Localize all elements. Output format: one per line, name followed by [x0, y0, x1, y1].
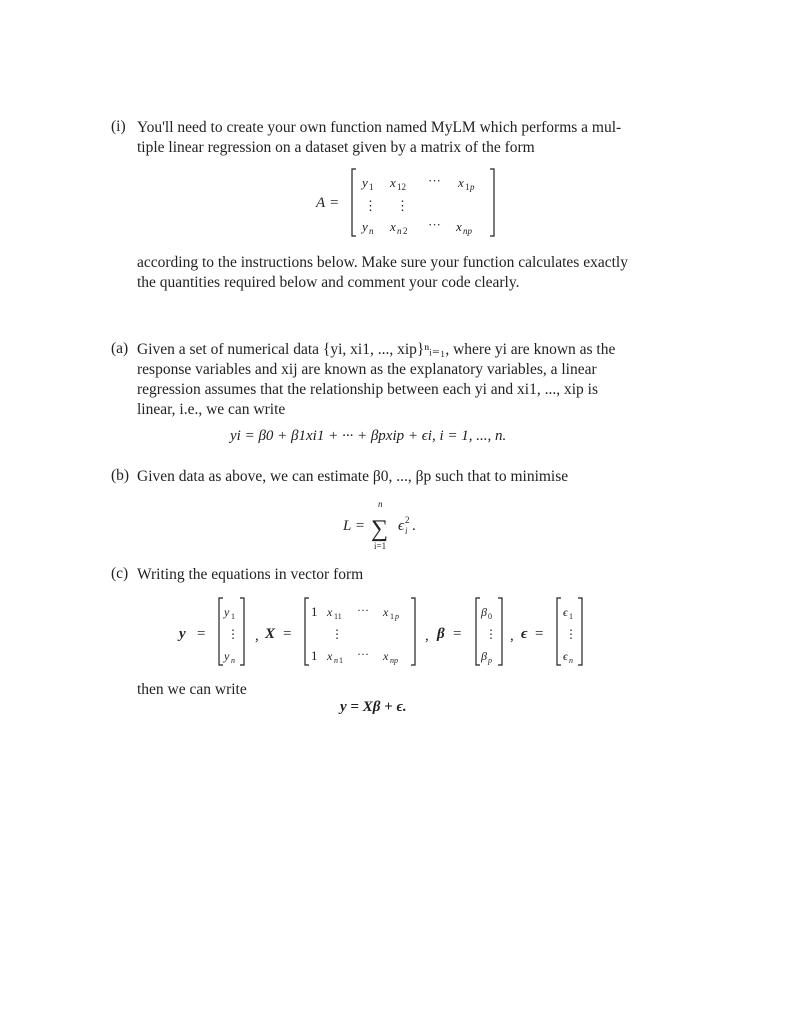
svg-text:1: 1: [231, 612, 235, 621]
part-b-line-1: Given data as above, we can estimate β0, ..., βp such that to minimise: [137, 468, 569, 485]
svg-text:y: y: [224, 605, 230, 619]
part-b-marker: (b): [111, 467, 130, 484]
sum-term-exponent: 2: [405, 515, 410, 525]
svg-text:···: ···: [357, 603, 369, 617]
svg-text:1: 1: [339, 656, 343, 665]
sum-term-index: i: [405, 526, 408, 536]
part-b-equation-graphic: [343, 497, 453, 555]
svg-text:⋮: ⋮: [364, 198, 377, 213]
matrix-a-equals: =: [330, 195, 339, 211]
part-a-line-4: linear, i.e., we can write: [137, 401, 286, 418]
svg-text:x: x: [327, 649, 333, 663]
svg-text:np: np: [463, 226, 472, 236]
svg-text:⋮: ⋮: [396, 198, 409, 213]
sum-symbol: ∑: [371, 516, 389, 542]
svg-text:1: 1: [311, 648, 318, 663]
sum-lower-limit: i=1: [374, 541, 387, 551]
matrix-a-label: A: [316, 195, 326, 211]
svg-text:x: x: [390, 219, 396, 234]
part-i-after-line-2: the quantities required below and comment your code clearly.: [137, 274, 520, 291]
svg-text:n: n: [569, 656, 573, 665]
matrix-a-left-bracket: [352, 169, 356, 236]
svg-text:=: =: [453, 626, 462, 642]
svg-text:y: y: [179, 626, 186, 642]
svg-text:1: 1: [569, 612, 573, 621]
svg-text:ϵ: ϵ: [563, 649, 568, 663]
svg-text:np: np: [390, 656, 398, 665]
svg-text:1: 1: [465, 182, 470, 192]
svg-text:···: ···: [428, 173, 441, 188]
part-a-line-2: response variables and xij are known as the explanatory variables, a linear: [137, 361, 597, 378]
svg-text:···: ···: [357, 647, 369, 661]
part-c-line-1: Writing the equations in vector form: [137, 566, 364, 583]
part-a-marker: (a): [111, 340, 129, 357]
matrix-a-equation: [310, 165, 500, 245]
part-i-after-line-1: according to the instructions below. Make sure your function calculates exactly: [137, 254, 628, 271]
svg-text:p: p: [488, 656, 492, 665]
vector-form-graphic: [175, 594, 595, 670]
svg-text:x: x: [327, 605, 333, 619]
svg-text:β: β: [437, 626, 445, 642]
svg-text:,: ,: [425, 628, 429, 644]
svg-text:p: p: [470, 182, 475, 192]
part-c-marker: (c): [111, 565, 129, 582]
svg-text:,: ,: [510, 628, 514, 644]
matrix-a-graphic: [310, 165, 500, 240]
svg-text:=: =: [535, 626, 544, 642]
svg-text:,: ,: [255, 628, 259, 644]
svg-text:x: x: [383, 649, 389, 663]
sum-period: .: [412, 518, 416, 534]
svg-text:ϵ: ϵ: [521, 626, 528, 642]
svg-text:x: x: [458, 175, 464, 190]
svg-text:⋮: ⋮: [331, 627, 343, 641]
part-i-line-1: You'll need to create your own function named MyLM which performs a mul-: [137, 119, 622, 136]
svg-text:11: 11: [334, 612, 342, 621]
part-i-line-2: tiple linear regression on a dataset given by a matrix of the form: [137, 139, 535, 156]
svg-text:1: 1: [390, 612, 394, 621]
part-a-line-1: Given a set of numerical data {yi, xi1, ..., xip}ⁿᵢ₌₁, where yi are known as the: [137, 341, 616, 358]
svg-text:y: y: [362, 219, 368, 234]
part-i-marker: (i): [111, 118, 126, 135]
svg-text:p: p: [395, 612, 399, 621]
svg-text:=: =: [197, 626, 206, 642]
svg-text:β: β: [481, 649, 487, 663]
svg-text:0: 0: [488, 612, 492, 621]
sum-upper-limit: n: [378, 499, 383, 509]
svg-text:=: =: [283, 626, 292, 642]
svg-text:y: y: [224, 649, 230, 663]
svg-text:⋮: ⋮: [565, 627, 577, 641]
svg-text:1: 1: [311, 604, 318, 619]
svg-text:···: ···: [428, 217, 441, 232]
part-c-then-text: then we can write: [137, 681, 247, 698]
svg-text:n: n: [397, 226, 402, 236]
svg-text:n: n: [369, 226, 374, 236]
vector-form-equations: [175, 594, 595, 675]
svg-text:2: 2: [403, 226, 408, 236]
svg-text:1: 1: [369, 182, 374, 192]
svg-text:x: x: [383, 605, 389, 619]
sum-term: ϵ: [398, 518, 405, 534]
part-a-equation: yi = β0 + β1xi1 + ··· + βpxip + ϵi, i = 1, ..., n.: [230, 428, 507, 444]
loss-label: L =: [343, 518, 365, 534]
matrix-a-right-bracket: [490, 169, 494, 236]
svg-text:y: y: [362, 175, 368, 190]
svg-text:β: β: [481, 605, 487, 619]
svg-text:X: X: [265, 626, 276, 642]
svg-text:12: 12: [397, 182, 406, 192]
svg-text:x: x: [456, 219, 462, 234]
svg-text:n: n: [334, 656, 338, 665]
svg-text:⋮: ⋮: [227, 627, 239, 641]
svg-text:n: n: [231, 656, 235, 665]
svg-text:x: x: [390, 175, 396, 190]
part-a-line-3: regression assumes that the relationship between each yi and xi1, ..., xip is: [137, 381, 599, 398]
final-equation: y = Xβ + ϵ.: [340, 699, 407, 715]
svg-text:⋮: ⋮: [485, 627, 497, 641]
svg-text:ϵ: ϵ: [563, 605, 568, 619]
part-b-equation: [343, 497, 453, 560]
